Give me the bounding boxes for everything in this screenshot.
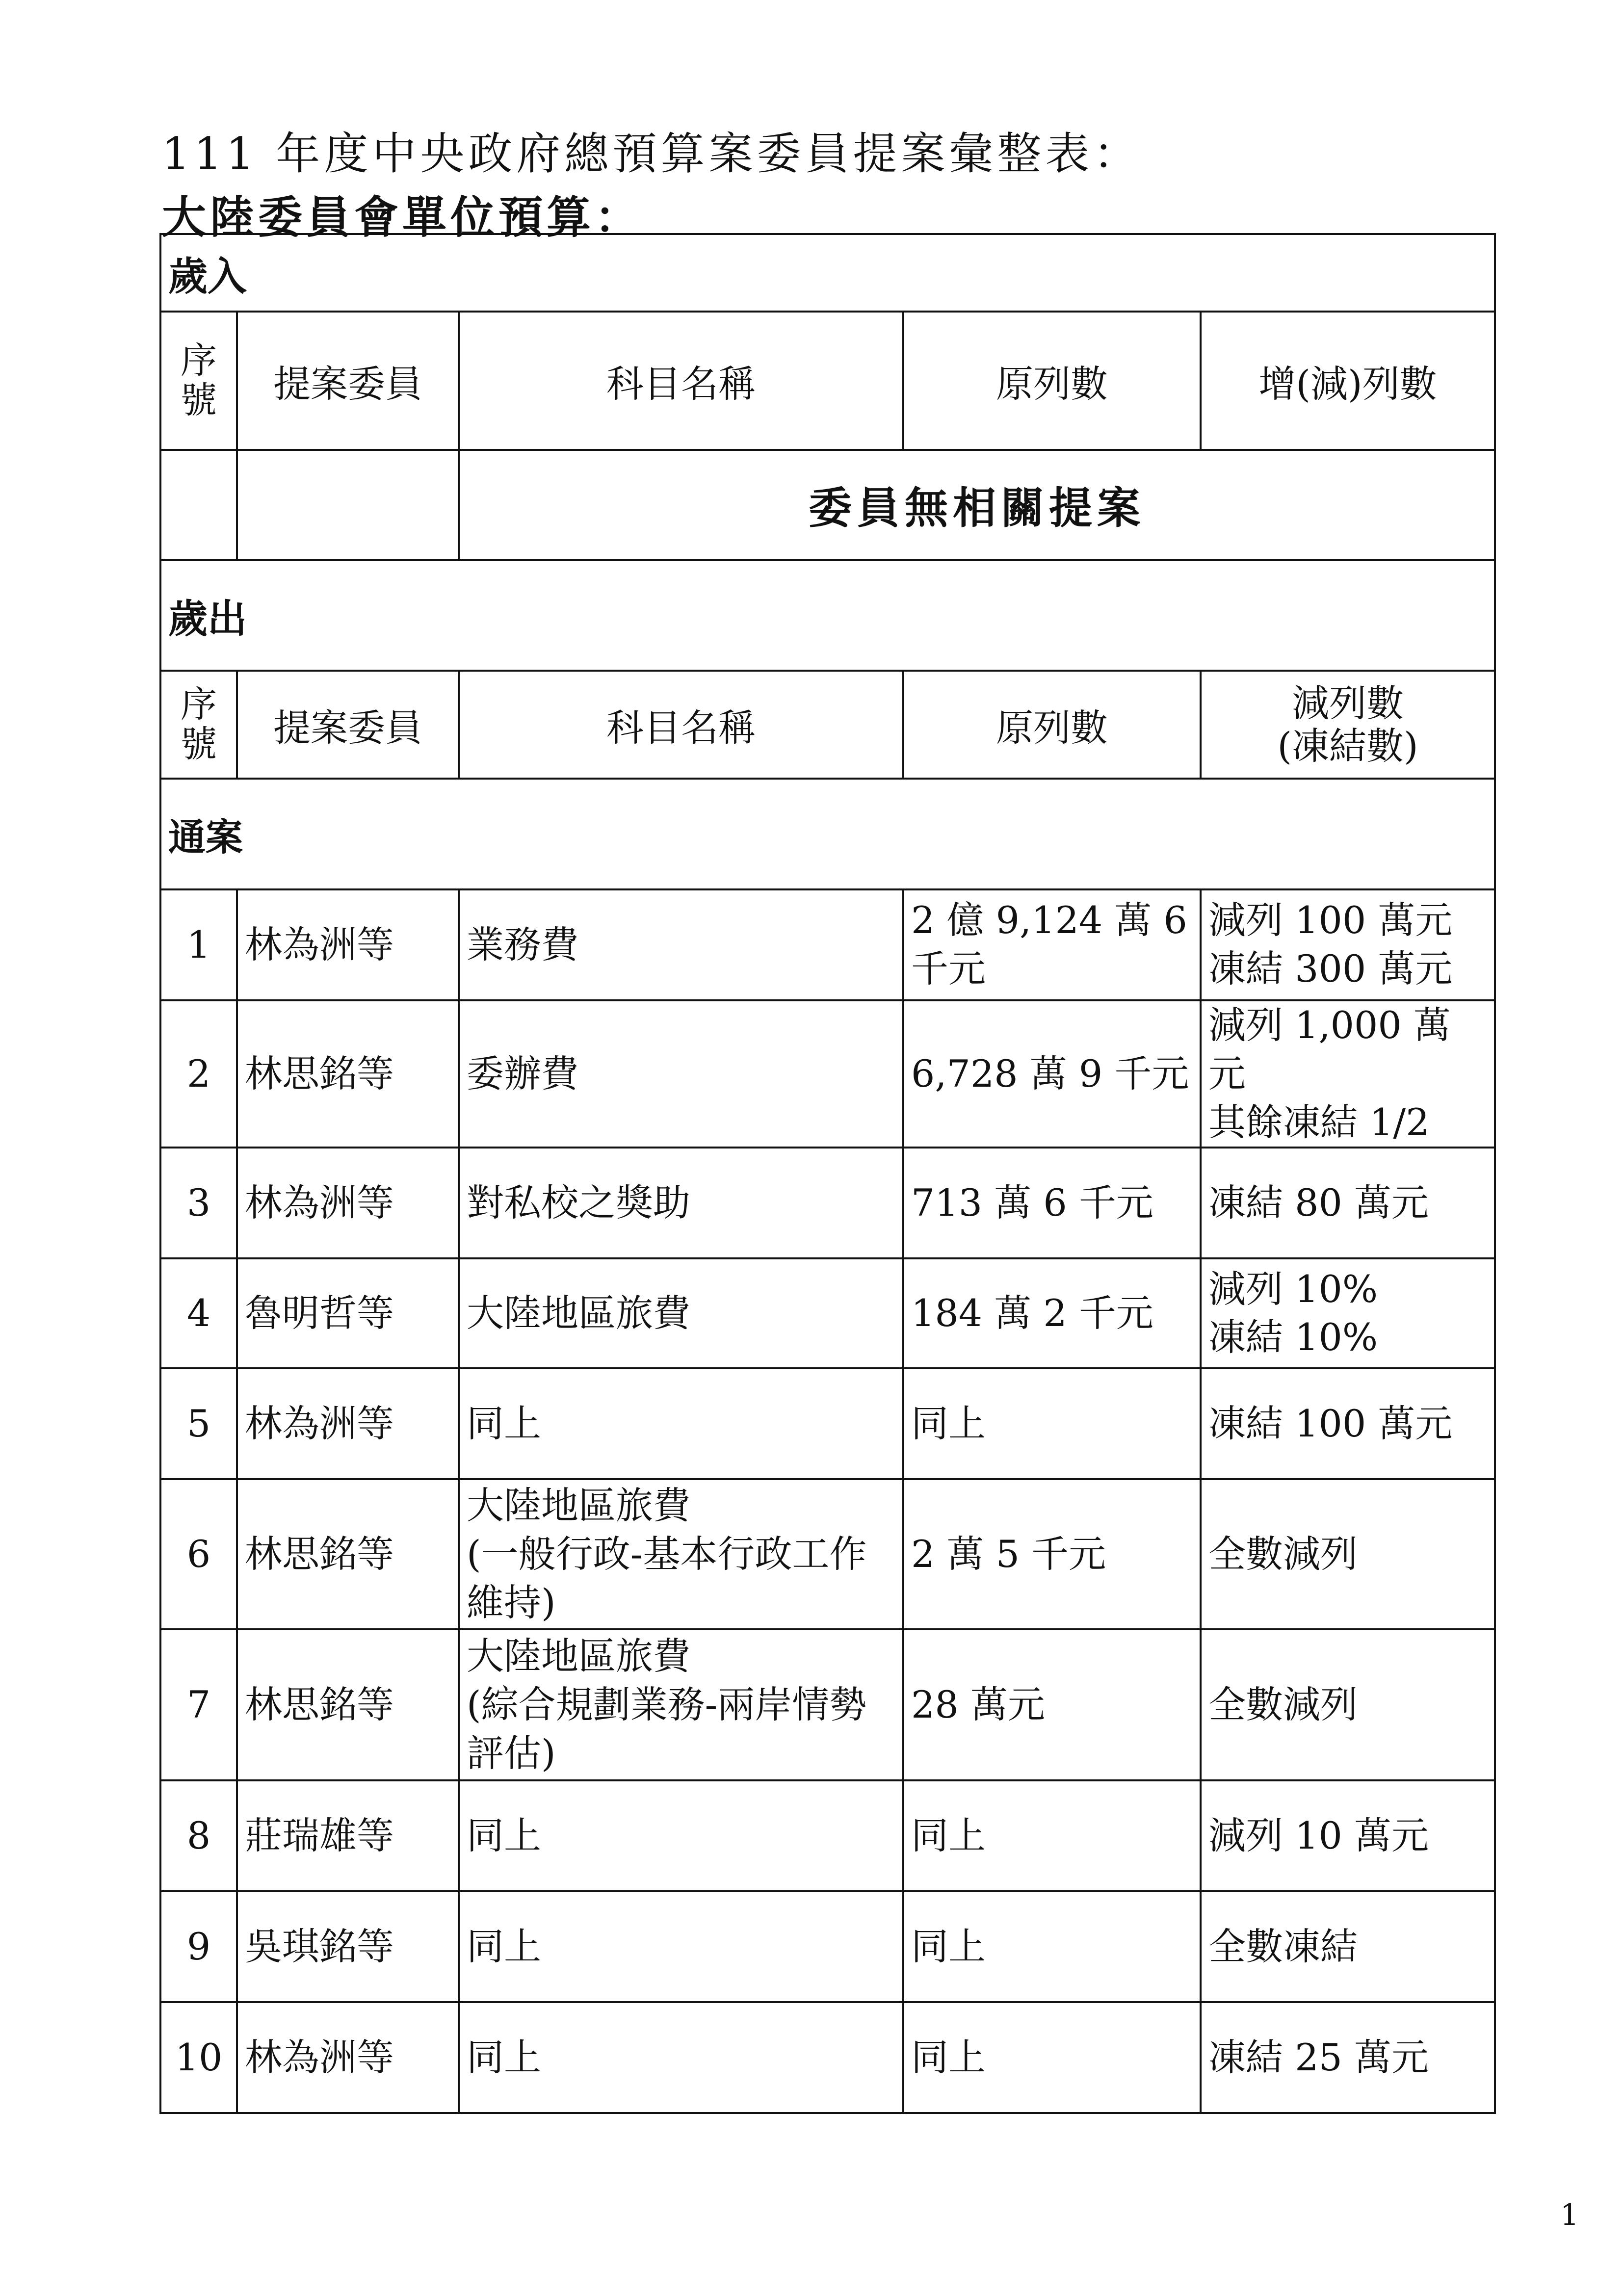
- row-item: 同上: [459, 1368, 903, 1479]
- row-item: 大陸地區旅費: [459, 1258, 903, 1368]
- row-item: 同上: [459, 1891, 903, 2002]
- expense-header-row: [160, 671, 1495, 779]
- row-seq: 2: [160, 1000, 237, 1148]
- row-change: 減列 100 萬元 凍結 300 萬元: [1201, 889, 1495, 1000]
- row-proposer: 魯明哲等: [237, 1258, 459, 1368]
- row-change: 全數減列: [1201, 1629, 1495, 1780]
- row-proposer: 林為洲等: [237, 1368, 459, 1479]
- table-row: [160, 1629, 1495, 1780]
- header-proposer: 提案委員: [237, 312, 459, 450]
- header-seq: [160, 671, 237, 779]
- row-item: 委辦費: [459, 1000, 903, 1148]
- row-change: 減列 10 萬元: [1201, 1780, 1495, 1891]
- row-original: 2 萬 5 千元: [903, 1479, 1201, 1629]
- header-original: 原列數: [903, 312, 1201, 450]
- general-section-row: [160, 779, 1495, 889]
- document-title: 111 年度中央政府總預算案委員提案彙整表：: [162, 128, 1142, 180]
- row-original: 28 萬元: [903, 1629, 1201, 1780]
- row-item: 同上: [459, 1780, 903, 1891]
- row-proposer: 林思銘等: [237, 1629, 459, 1780]
- table-row: [160, 1148, 1495, 1258]
- row-seq: 1: [160, 889, 237, 1000]
- row-proposer: 林為洲等: [237, 2002, 459, 2113]
- row-proposer: 林思銘等: [237, 1479, 459, 1629]
- header-item: 科目名稱: [459, 671, 903, 779]
- table-row: [160, 1479, 1495, 1629]
- header-proposer: 提案委員: [237, 671, 459, 779]
- table-row: [160, 1258, 1495, 1368]
- proposal-table: [159, 233, 1496, 2114]
- row-original: 184 萬 2 千元: [903, 1258, 1201, 1368]
- empty-cell: [160, 450, 237, 560]
- header-change: [1201, 671, 1495, 779]
- row-item: 同上: [459, 2002, 903, 2113]
- row-change: 減列 1,000 萬元 其餘凍結 1/2: [1201, 1000, 1495, 1148]
- no-proposal-text: 委員無相關提案: [459, 450, 1495, 560]
- header-original: 原列數: [903, 671, 1201, 779]
- income-section-label: 歲入: [160, 234, 1495, 312]
- row-seq: 3: [160, 1148, 237, 1258]
- row-change: 凍結 100 萬元: [1201, 1368, 1495, 1479]
- row-change: 減列 10% 凍結 10%: [1201, 1258, 1495, 1368]
- header-seq-text: 序號: [181, 683, 217, 765]
- row-original: 同上: [903, 1891, 1201, 2002]
- row-change: 凍結 80 萬元: [1201, 1148, 1495, 1258]
- row-item: 大陸地區旅費 (一般行政-基本行政工作維持): [459, 1479, 903, 1629]
- header-change: 增(減)列數: [1201, 312, 1495, 450]
- document-subtitle: 大陸委員會單位預算：: [162, 191, 643, 243]
- row-change: 凍結 25 萬元: [1201, 2002, 1495, 2113]
- row-item: 大陸地區旅費 (綜合規劃業務-兩岸情勢評估): [459, 1629, 903, 1780]
- table-row: [160, 1000, 1495, 1148]
- header-item: 科目名稱: [459, 312, 903, 450]
- row-original: 同上: [903, 2002, 1201, 2113]
- expense-section-label: 歲出: [160, 560, 1495, 671]
- page-number: 1: [1560, 2198, 1579, 2232]
- row-change: 全數凍結: [1201, 1891, 1495, 2002]
- row-original: 6,728 萬 9 千元: [903, 1000, 1201, 1148]
- row-seq: 10: [160, 2002, 237, 2113]
- header-change-line2: (凍結數): [1277, 724, 1418, 768]
- row-change: 全數減列: [1201, 1479, 1495, 1629]
- row-seq: 8: [160, 1780, 237, 1891]
- header-change-line1: 減列數: [1292, 681, 1404, 725]
- row-seq: 5: [160, 1368, 237, 1479]
- row-original: 同上: [903, 1368, 1201, 1479]
- row-item: 業務費: [459, 889, 903, 1000]
- row-original: 713 萬 6 千元: [903, 1148, 1201, 1258]
- row-original: 2 億 9,124 萬 6 千元: [903, 889, 1201, 1000]
- general-section-label: 通案: [160, 779, 1495, 889]
- row-proposer: 林為洲等: [237, 1148, 459, 1258]
- row-item: 對私校之獎助: [459, 1148, 903, 1258]
- table-row: [160, 1891, 1495, 2002]
- income-no-proposal-row: [160, 450, 1495, 560]
- income-section-row: [160, 234, 1495, 312]
- expense-section-row: [160, 560, 1495, 671]
- row-seq: 4: [160, 1258, 237, 1368]
- header-seq-text: 序號: [181, 339, 217, 421]
- row-seq: 6: [160, 1479, 237, 1629]
- row-original: 同上: [903, 1780, 1201, 1891]
- row-proposer: 林思銘等: [237, 1000, 459, 1148]
- row-proposer: 莊瑞雄等: [237, 1780, 459, 1891]
- expense-rows: [160, 889, 1495, 2113]
- table-row: [160, 2002, 1495, 2113]
- table-row: [160, 1368, 1495, 1479]
- row-proposer: 林為洲等: [237, 889, 459, 1000]
- row-seq: 9: [160, 1891, 237, 2002]
- income-header-row: [160, 312, 1495, 450]
- row-seq: 7: [160, 1629, 237, 1780]
- row-proposer: 吳琪銘等: [237, 1891, 459, 2002]
- empty-cell: [237, 450, 459, 560]
- table-row: [160, 889, 1495, 1000]
- table-row: [160, 1780, 1495, 1891]
- header-seq: [160, 312, 237, 450]
